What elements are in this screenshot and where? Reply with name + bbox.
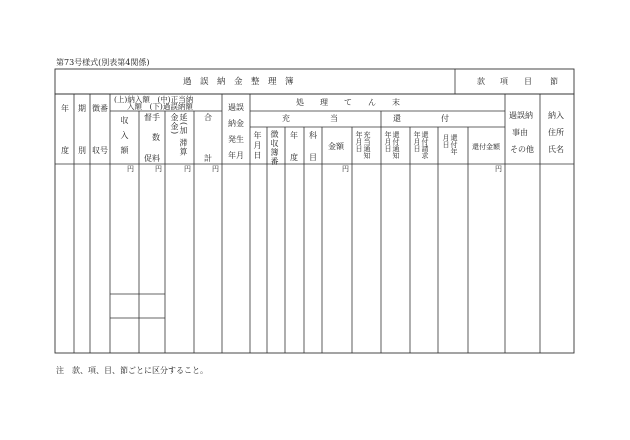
header-refund-amount: 還付金額 [472, 143, 500, 151]
form-label: 第73号様式(別表第4関係) [56, 58, 150, 67]
header-amount: 金額 [328, 142, 344, 151]
subject-label-kan: 款 [477, 77, 485, 86]
header-reason-2: 事由 [512, 128, 528, 137]
header-subject: 科 [309, 131, 317, 140]
footnote: 注 款、項、目、節ごとに区分すること。 [56, 366, 208, 375]
subject-label-kou: 項 [500, 77, 508, 86]
header-ymd-m: 月 [253, 141, 262, 151]
page-title: 過 誤 納 金 整 理 簿 [183, 77, 294, 87]
header-overpay-4: 年月 [228, 151, 244, 160]
subject-label-setsu: 節 [550, 77, 558, 86]
header-ymd [253, 131, 262, 161]
header-refund-notice-text: 還付通知年月日 [384, 131, 400, 159]
header-total-top: 合 [204, 113, 212, 122]
unit-yen-delay: 円 [184, 165, 191, 173]
header-collection-bottom: 収号 [92, 146, 108, 155]
header-overpay-2: 納金 [228, 119, 244, 128]
header-receipt-top: (上)納入額 (中)正当納 [114, 95, 194, 104]
header-year-bottom: 度 [61, 146, 69, 155]
header-period-top: 期 [78, 104, 86, 113]
header-payer-3: 氏名 [548, 145, 564, 154]
header-refund-date [442, 134, 466, 158]
header-supervise-c: 促料 [144, 154, 160, 163]
header-year-top: 年 [61, 104, 69, 113]
header-collection-top: 徴番 [92, 104, 108, 113]
header-reason-1: 過誤納 [509, 111, 533, 120]
header-ymd-y: 年 [253, 131, 262, 141]
header-overpay-3: 発生 [228, 135, 244, 144]
header-payer-2: 住所 [548, 128, 564, 137]
header-alloc-notice [355, 131, 380, 161]
unit-yen-amount: 円 [342, 165, 349, 173]
header-eye: 目 [309, 153, 317, 162]
header-overpay-1: 過誤 [228, 103, 244, 112]
header-delay-text: 延(加 滞算 金金) [170, 113, 188, 157]
header-refund-date-text: 還付年月日 [442, 134, 458, 155]
header-allocation: 充 当 [282, 114, 338, 123]
header-income: 収入額 [120, 116, 129, 161]
header-supervise-a: 督手 [144, 113, 160, 122]
header-alloc-notice-text: 充当通知年月日 [355, 131, 371, 159]
header-refund-request [413, 131, 437, 161]
subject-label-moku: 目 [524, 77, 532, 86]
unit-yen-supervise: 円 [155, 165, 162, 173]
header-collection-book: 徴収簿番 [270, 130, 279, 166]
header-total-bottom: 計 [204, 154, 212, 163]
header-refund-request-text: 還付請求年月日 [413, 131, 429, 159]
unit-yen-income: 円 [127, 165, 134, 173]
unit-yen-total: 円 [212, 165, 219, 173]
header-refund: 還 付 [393, 114, 449, 123]
header-ymd-d: 日 [253, 151, 262, 161]
header-delay [170, 113, 192, 161]
unit-yen-refund: 円 [495, 165, 502, 173]
header-receipt-bottom: 入額 (下)過誤納額 [127, 102, 193, 111]
header-fiscal-year: 度 [290, 153, 298, 162]
header-payer-1: 納入 [548, 111, 564, 120]
header-supervise-b: 数 [152, 133, 160, 142]
header-year-short: 年 [290, 131, 298, 140]
header-period-bottom: 別 [78, 146, 86, 155]
header-refund-notice [384, 131, 409, 161]
header-reason-3: その他 [510, 145, 534, 154]
header-processing: 処 理 て ん 末 [296, 98, 400, 107]
